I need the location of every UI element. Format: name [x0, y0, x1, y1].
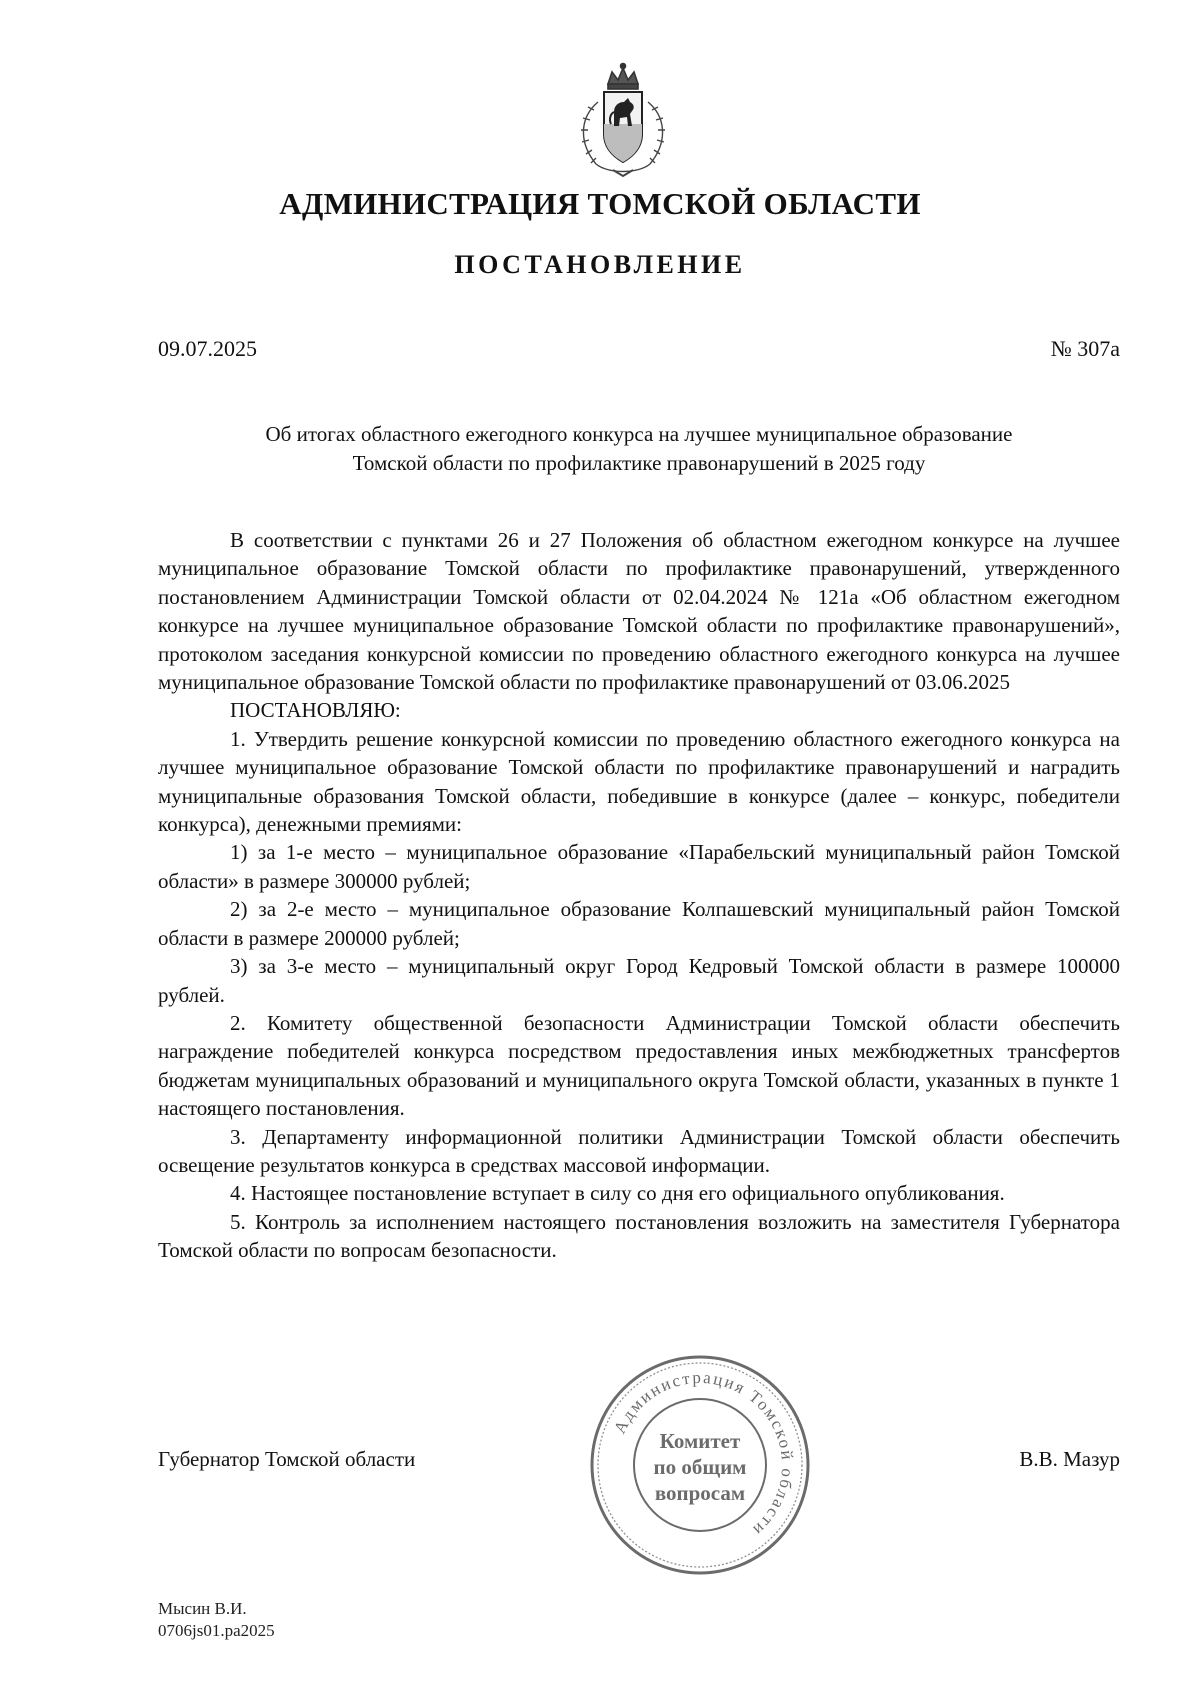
stamp-ring-text: Администрация Томской области [610, 1367, 798, 1541]
decree-word: ПОСТАНОВЛЯЮ: [230, 698, 401, 723]
item-1-1-paragraph: 1) за 1-е место – муниципальное образование «Парабельский муниципальный район Томской области» в размере 300000 рублей; [158, 840, 1120, 893]
item-5-paragraph: 5. Контроль за исполнением настоящего постановления возложить на заместителя Губернатора Томской области по вопросам безопасности. [158, 1209, 1120, 1263]
document-type: ПОСТАНОВЛЕНИЕ [454, 250, 746, 279]
executor-block [158, 1598, 275, 1642]
round-seal-stamp-icon [588, 1352, 812, 1578]
stamp-center-line-2: по общим [653, 1455, 747, 1479]
executor-code: 0706js01.pa2025 [158, 1621, 275, 1640]
tomsk-region-coat-of-arms-icon [568, 62, 678, 180]
signer-name: В.В. Мазур [1019, 1447, 1120, 1471]
document-date: 09.07.2025 [158, 336, 257, 361]
item-1-paragraph: 1. Утвердить решение конкурсной комиссии по проведению областного ежегодного конкурса на лучшее муниципальное образование Томской области по профилактике правонарушений и наградить муниципальные образования Томской области, победившие в конкурсе (далее – конкурс, победители конкурса), денежными премиями: [158, 726, 1120, 837]
item-2-paragraph: 2. Комитету общественной безопасности Администрации Томской области обеспечить награждение победителей конкурса посредством предоставления иных межбюджетных трансфертов бюджетам муниципальных образований и муниципального округа Томской области, указанных в пункте 1 настоящего постановления. [158, 1010, 1120, 1121]
item-1-3-paragraph: 3) за 3-е место – муниципальный округ Город Кедровый Томской области в размере 100000 рублей. [158, 954, 1120, 1007]
item-3-paragraph: 3. Департаменту информационной политики Администрации Томской области обеспечить освещение результатов конкурса в средствах массовой информации. [158, 1124, 1120, 1177]
organization-title: АДМИНИСТРАЦИЯ ТОМСКОЙ ОБЛАСТИ [279, 186, 921, 221]
document-body [158, 526, 1120, 1265]
document-number: № 307а [1050, 336, 1120, 361]
stamp-center-line-1: Комитет [659, 1429, 741, 1453]
executor-name: Мысин В.И. [158, 1599, 247, 1618]
preamble-paragraph: В соответствии с пунктами 26 и 27 Положения об областном ежегодном конкурсе на лучшее муниципальное образование Томской области по профилактике правонарушений, утвержденного постановлением Администрации Томской области от 02.04.2024 № 121а «Об областном ежегодном конкурсе на лучшее муниципальное образование Томской области по профилактике правонарушений», протоколом заседания конкурсной комиссии по проведению областного ежегодного конкурса на лучшее муниципальное образование Томской области по профилактике правонарушений от 03.06.2025 [158, 528, 1120, 695]
stamp-center-line-3: вопросам [654, 1481, 746, 1505]
subject-line-1: Об итогах областного ежегодного конкурса на лучшее муниципальное образование [265, 422, 1013, 446]
subject-line-2: Томской области по профилактике правонарушений в 2025 году [352, 451, 926, 475]
item-1-2-paragraph: 2) за 2-е место – муниципальное образование Колпашевский муниципальный район Томской области в размере 200000 рублей; [158, 897, 1120, 950]
signer-position: Губернатор Томской области [158, 1447, 416, 1471]
document-subject [158, 420, 1120, 478]
item-4-paragraph: 4. Настоящее постановление вступает в силу со дня его официального опубликования. [230, 1181, 1005, 1206]
